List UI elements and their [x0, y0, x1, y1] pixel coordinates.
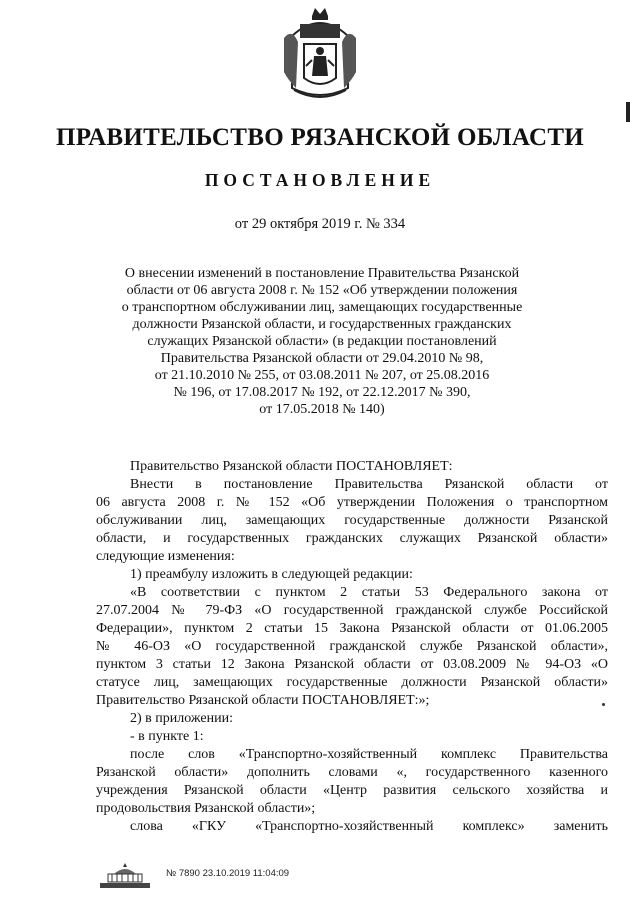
coat-of-arms-icon	[282, 6, 358, 106]
body-line: Правительство Рязанской области ПОСТАНОВЛЯЕТ:»;	[96, 693, 430, 708]
subject-line: от 21.10.2010 № 255, от 03.08.2011 № 207, от 25.08.2016	[154, 368, 490, 383]
subject-line: Правительства Рязанской области от 29.04.2010 № 98,	[160, 351, 484, 366]
margin-dot	[602, 703, 605, 706]
subject-line: должности Рязанской области, и государственных гражданских	[132, 317, 512, 332]
subject-line: О внесении изменений в постановление Правительства Рязанской	[124, 266, 520, 281]
body-line: Правительство Рязанской области ПОСТАНОВЛЯЕТ:	[130, 459, 453, 474]
body-line: учреждения Рязанской области «Центр развития сельского хозяйства и	[96, 783, 608, 798]
subject-line: о транспортном обслуживании лиц, замещающих государственные	[121, 300, 523, 315]
subject-line: служащих Рязанской области» (в редакции постановлений	[147, 334, 497, 349]
body-line: Рязанской области» дополнить словами «, государственного казенного	[96, 765, 608, 780]
document-type: ПОСТАНОВЛЕНИЕ	[204, 170, 436, 190]
body-line: 06 августа 2008 г. № 152 «Об утверждении Положения о транспортном	[96, 495, 608, 510]
body-line: обслуживании лиц, замещающих государственные должности Рязанской	[96, 513, 608, 528]
body-line: области, и государственных гражданских служащих Рязанской области»	[96, 531, 608, 546]
subject-line: № 196, от 17.08.2017 № 192, от 22.12.2017 № 390,	[173, 385, 471, 400]
body-line: после слов «Транспортно-хозяйственный комплекс Правительства	[130, 747, 608, 762]
government-title: ПРАВИТЕЛЬСТВО РЯЗАНСКОЙ ОБЛАСТИ	[55, 124, 585, 151]
body-line: слова «ГКУ «Транспортно-хозяйственный комплекс» заменить	[130, 819, 608, 834]
body-line: Внести в постановление Правительства Рязанской области от	[130, 477, 608, 492]
document-date-number: от 29 октября 2019 г. № 334	[234, 216, 406, 232]
body-line: «В соответствии с пунктом 2 статьи 53 Федерального закона от	[130, 585, 608, 600]
body-line: следующие изменения:	[96, 549, 235, 564]
body-line: пунктом 3 статьи 12 Закона Рязанской области от 03.08.2009 № 94-ОЗ «О	[96, 657, 608, 672]
body-line: - в пункте 1:	[130, 729, 204, 744]
body-line: 2) в приложении:	[130, 711, 233, 726]
body-line: 27.07.2004 № 79-ФЗ «О государственной гражданской службе Российской	[96, 603, 608, 618]
margin-mark	[626, 102, 630, 122]
body-line: Федерации», пунктом 2 статьи 15 Закона Рязанской области от 01.06.2005	[96, 621, 608, 636]
subject-line: от 17.05.2018 № 140)	[259, 402, 385, 417]
printer-logo-icon	[96, 860, 154, 890]
subject-line: области от 06 августа 2008 г. № 152 «Об утверждении положения	[126, 283, 518, 298]
document-subject	[96, 265, 548, 418]
body-line: статусе лиц, замещающих государственные должности Рязанской области»	[96, 675, 608, 690]
body-line: продовольствия Рязанской области»;	[96, 801, 316, 816]
body-line: 1) преамбулу изложить в следующей редакции:	[130, 567, 413, 582]
registration-stamp: № 7890 23.10.2019 11:04:09	[166, 868, 290, 879]
body-line: № 46-ОЗ «О государственной гражданской службе Рязанской области»,	[96, 639, 608, 654]
